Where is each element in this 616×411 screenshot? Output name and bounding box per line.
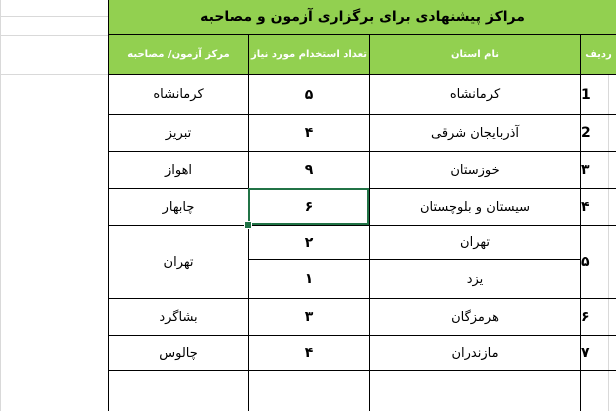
cell-row[interactable]: 2 [581, 125, 591, 141]
cell-count[interactable]: ۲ [304, 234, 314, 251]
cell-count[interactable]: ۶ [304, 199, 314, 215]
cell-center[interactable]: چابهار [162, 199, 195, 215]
cell-row[interactable]: ۷ [581, 345, 590, 361]
sheet-gridline [0, 0, 1, 411]
cell-province[interactable]: هرمزگان [451, 309, 499, 325]
cell-count[interactable]: ۹ [304, 162, 314, 178]
header-center: مرکز آزمون/ مصاحبه [109, 35, 248, 74]
table-border [109, 151, 616, 152]
active-cell-selection[interactable] [248, 188, 369, 225]
cell-empty[interactable] [370, 371, 580, 411]
header-count: تعداد استخدام مورد نیاز [249, 35, 369, 74]
cell-province[interactable]: مازندران [451, 345, 499, 361]
header-province: نام استان [370, 35, 580, 74]
table-border [580, 35, 581, 411]
cell-center[interactable]: چالوس [159, 345, 198, 361]
cell-center[interactable]: اهواز [164, 162, 193, 178]
table-border [109, 370, 616, 371]
table-border [109, 74, 616, 75]
table-title: مراکز پیشنهادی برای برگزاری آزمون و مصاحبه [109, 0, 616, 35]
cell-province[interactable]: سیستان و بلوچستان [419, 199, 531, 215]
table-border [108, 0, 109, 411]
cell-province[interactable]: کرمانشاه [449, 87, 501, 102]
cell-province[interactable]: یزد [466, 271, 484, 287]
cell-province[interactable]: خوزستان [450, 162, 500, 178]
cell-empty[interactable] [581, 371, 616, 411]
cell-center-merged[interactable]: تهران [163, 254, 194, 270]
cell-count[interactable]: ۵ [304, 86, 314, 103]
cell-row-merged[interactable]: ۵ [581, 254, 590, 270]
cell-empty[interactable] [249, 371, 369, 411]
table-border [249, 259, 580, 260]
cell-row[interactable]: ۳ [581, 162, 590, 178]
cell-empty[interactable] [109, 371, 248, 411]
table-border [109, 114, 616, 115]
cell-count[interactable]: ۱ [304, 271, 314, 287]
cell-count[interactable]: ۴ [304, 125, 314, 141]
cell-center[interactable]: کرمانشاه [153, 87, 204, 102]
cell-province[interactable]: آذربایجان شرقی [430, 125, 520, 141]
cell-count[interactable]: ۴ [304, 345, 314, 361]
cell-count[interactable]: ۳ [304, 309, 314, 325]
table-border [369, 35, 370, 411]
cell-row[interactable]: 1 [581, 86, 591, 103]
cell-row[interactable]: ۴ [581, 199, 590, 215]
table-border [109, 225, 616, 226]
cell-row[interactable]: ۶ [581, 309, 590, 325]
cell-center[interactable]: بشاگرد [159, 309, 198, 325]
fill-handle[interactable] [244, 221, 252, 229]
header-row: ردیف [581, 35, 616, 74]
table-border [109, 335, 616, 336]
cell-center[interactable]: تبریز [165, 125, 192, 141]
cell-province[interactable]: تهران [460, 235, 490, 250]
table-border [109, 298, 616, 299]
